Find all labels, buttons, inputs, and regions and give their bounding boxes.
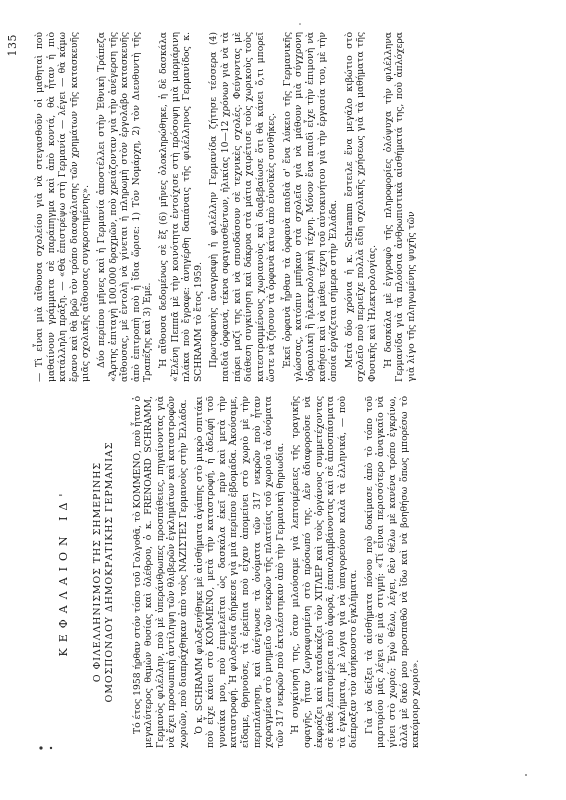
right-paragraph-7: Ἡ δασκάλα μὲ ἐγγραφὸ τῆς πληροφορίες ὁλόψυχα τὴν φιλέλληνα Γερμανίδα γιὰ τὰ πλούσια ἀνθρωπιστικὰ αἰσθήματά της, ποὺ ἀπλόχερα γιὰ λίγο τῆς πληγωμένης ψυχῆς τῶν [382,32,417,382]
right-column [34,32,421,382]
right-paragraph-3: Ἡ αἴθουσα δεδομένως σὲ ἕξ (6) μῆνες ὁλοκληρώθηκε, ἡ δὲ δασκάλα «Ἑλένη Πεππᾶ μὲ τὴν κοινότητα ἐντοίχισε στὴ πρόσοψη μιὰ μαρμάρινη πλάκα ποὺ ἔγραφε: ἀνηγέρθη δαπάναις τῆς φιλέλληνος Γερμανίδος κ. SCHRAMM τὸ ἔτος 1959. [157,32,204,382]
right-paragraph-5: Ἐκεῖ ὀρφανὰ ἦρθαν τὰ ὀρφανὰ παιδιὰ σ' ἕνα λύκειο τῆς Γερμανικῆς γλώσσας, κατόπιν μπῆκαν στὰ σχολεῖα γιὰ νὰ μάθουν μιὰ σύγχρονη ὑδραυλικὴ ἢ ἠλεκτρολογικὴ τέχνη. Μόνον ἕνα παιδὶ εἶχε τὴν ἐπιμονὴ νὰ καθήσει καὶ νὰ μάθει τέχνη τοῦ αὐτοκινήτου γιὰ τὴν ἐργασία του, μὲ τὴν ὁποία ἐργάζεται σήμερα στὴν Ἑλλάδα. [281,32,340,382]
left-paragraph-4: Γιὰ νὰ δείξει τὰ αἰσθήματα πόνου ποὺ δοκίμασε ἀπὸ τὸ τόπο τοῦ μαρτυρίου μᾶς λέγει σὲ μιὰ στιγμή: «Τί εἶναι περισσότερο ἀναγκαῖο νὰ γίνει στὸ χωριό; Ἐγὼ θέλω, λέγει, δὲν θέλω μὲ κανένα τρόπο ἐγκρίνω, ἀλλὰ μὲ δικό μου προσπαθῶ νὰ ἴδω καὶ νὰ βοηθήσω ὅπως μπορέσω τὸ κακόμοιρο χωριό». [363,396,422,748]
page-number: 135 [6,34,19,57]
chapter-title: ΚΕΦΑΛΑΙΟΝ ΙΔ' [57,487,70,657]
left-paragraph-2: Ὁ κ. SCHRAMM φιλοξενήθηκε μὲ αἰσθήματα ἀγάπης στὸ μικρὸ σπιτάκι ποὺ εἶχε κάνει στὸ ΚΟΜΜΕΝΟ, μετὰ τὴν καταστροφή, ἡ ἀδελφή τοῦ γυναίκα μου, ποὺ ἐπιμελεῖται ὡς δασκάλα ἐκεῖ πρὶν καὶ μετὰ τὴν καταστροφή. Ἡ φιλοξενία διήρκεσε γιὰ μιὰ περίπου ἑβδομάδα. Ἀκούσαμε, εἴδαμε, θρηνοῦσε, τὰ ἐρείπια ποὺ εἶχαν ἀπομείνει στὸ χωριὸ μὲ τὴν περιπλάνηση, καὶ ἀνέγνωσε τὰ ὀνόματα τῶν 317 νεκρῶν ποὺ ἦταν χαραγμένα στὸ μνημεῖο τῶν νεκρῶν τῆς πλατείας τοῦ χωριοῦ τὰ ὀνόματα τῶν 317 νεκρῶν ποὺ ἐκτελέστηκαν ἀπὸ τὴν Γερμανικὴ θηριωδία. [193,396,286,748]
right-paragraph-1: — Τὶ εἶναι μιὰ αἴθουσα σχολείου γιὰ νὰ στεγασθοῦν οἱ μαθηταὶ ποὺ μαθαίνουν γράμματα σὲ παράπηγμα καὶ ἀπὸ κοντά, θὰ ἦταν ἡ πιὸ κατάλληλη πράξη. — «Θὰ ἐπιστρέψω στὴ Γερμανία — λέγει — θὰ κάμω ἔρανο καὶ θὰ βρῶ τὸν τρόπο διασφάλισης τῶν χρημάτων τῆς κατασκευῆς μιᾶς σχολικῆς αἴθουσας συγκροτημένης». [34,32,92,382]
left-paragraph-1: Τό έτος 1958 ήρθαν στόν τόπο τοῦ Γολγοθᾶ, τὸ ΚΟΜΜΕΝΟ, ποὺ ἦταν ὁ μεγαλύτερος θαμὼν θυσίας καὶ ὀλέθρου, ὁ κ. FRENOARD SCHRAMM, Γερμανὸς φιλέλλην, ποὺ μὲ ὑπεράνθρωπες προσπάθειες, πηγαίνοντας γιὰ νὰ ἔχει προσωπικὴ ἀντίληψη τῶν θλιβερῶν ἐγκλημάτων καὶ καταστροφῶν χωριῶν, ποὺ διαπράχθηκαν ἀπὸ τοὺς ΝΑΖΙΣΤΕΣ Γερμανοὺς στὴν Ἑλλάδα. [131,396,189,748]
chapter-subheading [92,396,116,748]
right-paragraph-4: Πρωτοφανὴς ἀναγραφὴ ἡ φιλέλλην Γερμανίδα ζήτησε τέσσερα (4) παιδιὰ ὀρφανά, τέκνα σφαγιασθέντων, ἡλικίας 10—12 χρόνων γιὰ νὰ τὰ πάρει μαζί της καὶ νὰ σπουδάσουν σὲ τεχνικὲς σχολές. Φεύγοντας μὲ διάθεση συγκίνηση καὶ δάκρυα στὰ μάτια χαιρέτισε τοὺς χωρικοὺς τοὺς κατεστραμμένους χωριανοὺς καὶ διαβεβαίωσε ὅτι θὰ κάνει ὅ,τι μπορεῖ ὥστε νὰ ζήσουν τὰ ὀρφανὰ κάτω ἀπὸ εὐνοϊκὲς συνθῆκες. [208,32,278,382]
right-paragraph-2: Δύο περίπου μῆνες καὶ ἡ Γερμανία ἀποστέλλει στὴν Ἐθνικὴ Τράπεζα «Ἄρτης ἐπιταγὴ 100.000 δραχμῶν, ποὺ χρειάζονταν γιὰ τὴν ἀνέγερση τῆς αἴθουσας, μὲ ἐντολὴ νὰ γίνεται ἡ πληρωμὴ στὸν ἐργολάβο κατασκευῆς ἀπὸ ἐπιτροπὴ ποὺ ἡ ἴδια ὥρισε: 1) Τὸν Νομάρχη, 2) τὸν Διευθυντὴ τῆς Τραπέζης καὶ 3) Ἐμέ. [95,32,154,382]
right-paragraph-6: Μετὰ δύο χρόνια ἡ κ. Schramm ἔστειλε ἕνα μεγάλο κιβώτιο στὸ σχολεῖο ποὺ περιεῖχε πολλὰ εἴδη σχολικῆς χρήσεως γιὰ τὰ μαθήματα τῆς Φυσικῆς καὶ Ἠλεκτρολογίας. [343,32,379,382]
left-paragraph-3: Ἡ συγκίνησή της, ὅταν μιλούσαμε γιὰ λεπτομέρειες τῆς τραγικῆς σφαγῆς, ἦταν ζωγραφισμένη στὸ πρόσωπό της. Δὲν ἀδιαφοροῦσε νὰ ἐκφράζει καὶ καταδικάζει τὸν ΧΙΤΛΕΡ καὶ τοὺς ὀργάνους συμμετέχοντας σὲ κάθε λεπτομέρεια ποὺ ἀφορᾶ, ἐπαναλαμβάνοντας καὶ σὲ ἀποσπάσματα τὰ ἐγκλήματα, μὲ λόγια γιὰ νὰ ὑπαγορεύουν καλὰ τὰ ἐλληνικά, — ποὺ διέπραξαν τὸν ἀνήκουστο ἐγκλήματα. [290,396,360,748]
subheading-line-1: Ο ΦΙΛΕΛΛΗΝΙΣΜΟΣ ΤΗΣ ΣΗΜΕΡΙΝΗΣ [91,461,103,683]
left-column [58,396,426,748]
subheading-line-2: ΟΜΟΣΠΟΝΔΟΥ ΔΗΜΟΚΡΑΤΙΚΗΣ ΓΕΡΜΑΝΙΑΣ [103,441,115,703]
